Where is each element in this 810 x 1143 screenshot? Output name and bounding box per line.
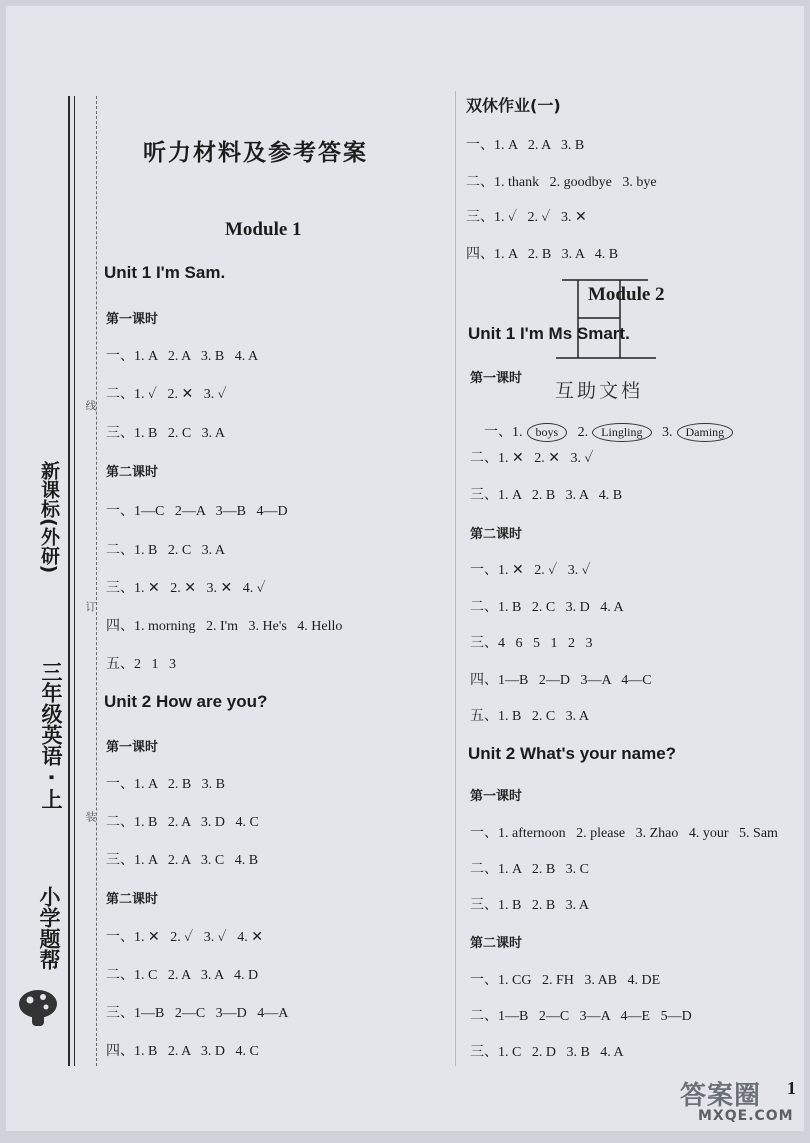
oval-answer: Lingling <box>592 423 651 442</box>
answer-line: 五、1. B 2. C 3. A <box>470 709 590 724</box>
answer-line: 三、4 6 5 1 2 3 <box>470 636 593 651</box>
answer-line: 一、1. A 2. A 3. B <box>466 138 585 153</box>
right-unit1-heading: Unit 1 I'm Ms Smart. <box>468 324 630 343</box>
answer-line: 四、1—B 2—D 3—A 4—C <box>470 673 652 688</box>
left-unit2-heading: Unit 2 How are you? <box>104 692 268 711</box>
answer-line: 二、1. B 2. C 3. A <box>106 543 226 558</box>
mark-ding: 订 <box>84 601 97 612</box>
answer-line: 四、1. A 2. B 3. A 4. B <box>466 247 619 262</box>
answer-line: 四、1. morning 2. I'm 3. He's 4. Hello <box>106 619 343 634</box>
spine-edition: 新课标(外研) <box>38 461 60 574</box>
oval-answer: boys <box>527 423 568 442</box>
lesson-label: 第二课时 <box>106 465 159 480</box>
answer-line: 三、1. ✕ 2. ✕ 3. ✕ 4. ✓ <box>106 581 266 596</box>
page-title: 听力材料及参考答案 <box>143 140 368 166</box>
answer-line: 一、1. A 2. A 3. B 4. A <box>106 349 259 364</box>
lesson-label: 第一课时 <box>470 371 523 386</box>
mushroom-logo-icon <box>16 986 60 1030</box>
answer-line: 一、1. CG 2. FH 3. AB 4. DE <box>470 973 661 988</box>
lesson-label: 第一课时 <box>470 789 523 804</box>
lesson-label: 第二课时 <box>470 936 523 951</box>
answer-line: 一、1. A 2. B 3. B <box>106 777 226 792</box>
watermark-logo: 答案圈 <box>680 1081 762 1111</box>
answer-line: 二、1. ✓ 2. ✕ 3. ✓ <box>106 387 227 402</box>
answer-line: 二、1. B 2. C 3. D 4. A <box>470 600 624 615</box>
stamp-text: 互助文档 <box>555 380 644 402</box>
answer-line: 三、1. C 2. D 3. B 4. A <box>470 1045 624 1060</box>
right-unit2-heading: Unit 2 What's your name? <box>468 744 677 763</box>
answer-line: 二、1. A 2. B 3. C <box>470 862 590 877</box>
answer-line: 三、1. B 2. B 3. A <box>470 898 590 913</box>
answer-line: 五、2 1 3 <box>106 657 176 672</box>
answer-line: 三、1. A 2. A 3. C 4. B <box>106 853 259 868</box>
lesson-label: 第二课时 <box>470 527 523 542</box>
lesson-label: 第一课时 <box>106 312 159 327</box>
answer-line: 一、1. ✕ 2. ✓ 3. ✓ 4. ✕ <box>106 930 264 945</box>
answer-line: 三、1. B 2. C 3. A <box>106 426 226 441</box>
oval-label: 2. <box>577 425 589 440</box>
oval-label: 3. <box>662 425 673 440</box>
spine-book: 三年级英语 · 上 <box>39 661 63 810</box>
left-unit1-heading: Unit 1 I'm Sam. <box>104 263 226 282</box>
answer-page <box>6 6 804 1131</box>
answer-line: 二、1. thank 2. goodbye 3. bye <box>466 175 657 190</box>
page-number: 1 <box>787 1078 796 1098</box>
answer-line: 二、1—B 2—C 3—A 4—E 5—D <box>470 1009 692 1024</box>
answer-line: 三、1—B 2—C 3—D 4—A <box>106 1006 289 1021</box>
answer-line: 三、1. ✓ 2. ✓ 3. ✕ <box>466 210 587 225</box>
answer-line: 三、1. A 2. B 3. A 4. B <box>470 488 623 503</box>
binding-margin <box>68 96 102 1066</box>
binding-line-outer <box>68 96 70 1066</box>
weekend-homework-heading: 双休作业(一) <box>466 96 561 115</box>
oval-answer: Daming <box>677 423 734 442</box>
binding-line-inner <box>74 96 75 1066</box>
oval-prefix: 一、1. <box>484 425 523 440</box>
lesson-label: 第一课时 <box>106 740 159 755</box>
answer-line: 一、1. ✕ 2. ✓ 3. ✓ <box>470 563 591 578</box>
module-1-heading: Module 1 <box>225 219 302 240</box>
spine-series: 小学题帮 <box>37 886 61 970</box>
watermark-url: MXQE.COM <box>698 1108 794 1124</box>
cut-line <box>96 96 97 1066</box>
mark-xian: 线 <box>84 400 97 411</box>
answer-line: 一、1. afternoon 2. please 3. Zhao 4. your 5. Sam <box>470 826 778 841</box>
answer-line: 二、1. ✕ 2. ✕ 3. ✓ <box>470 451 594 466</box>
lesson-label: 第二课时 <box>106 892 159 907</box>
module-2-heading: Module 2 <box>588 284 665 305</box>
answer-line: 四、1. B 2. A 3. D 4. C <box>106 1044 259 1059</box>
column-divider <box>455 91 456 1066</box>
answer-line: 二、1. B 2. A 3. D 4. C <box>106 815 259 830</box>
mark-zhuang: 装 <box>84 811 97 822</box>
answer-line: 二、1. C 2. A 3. A 4. D <box>106 968 259 983</box>
answer-line: 一、1—C 2—A 3—B 4—D <box>106 504 288 519</box>
